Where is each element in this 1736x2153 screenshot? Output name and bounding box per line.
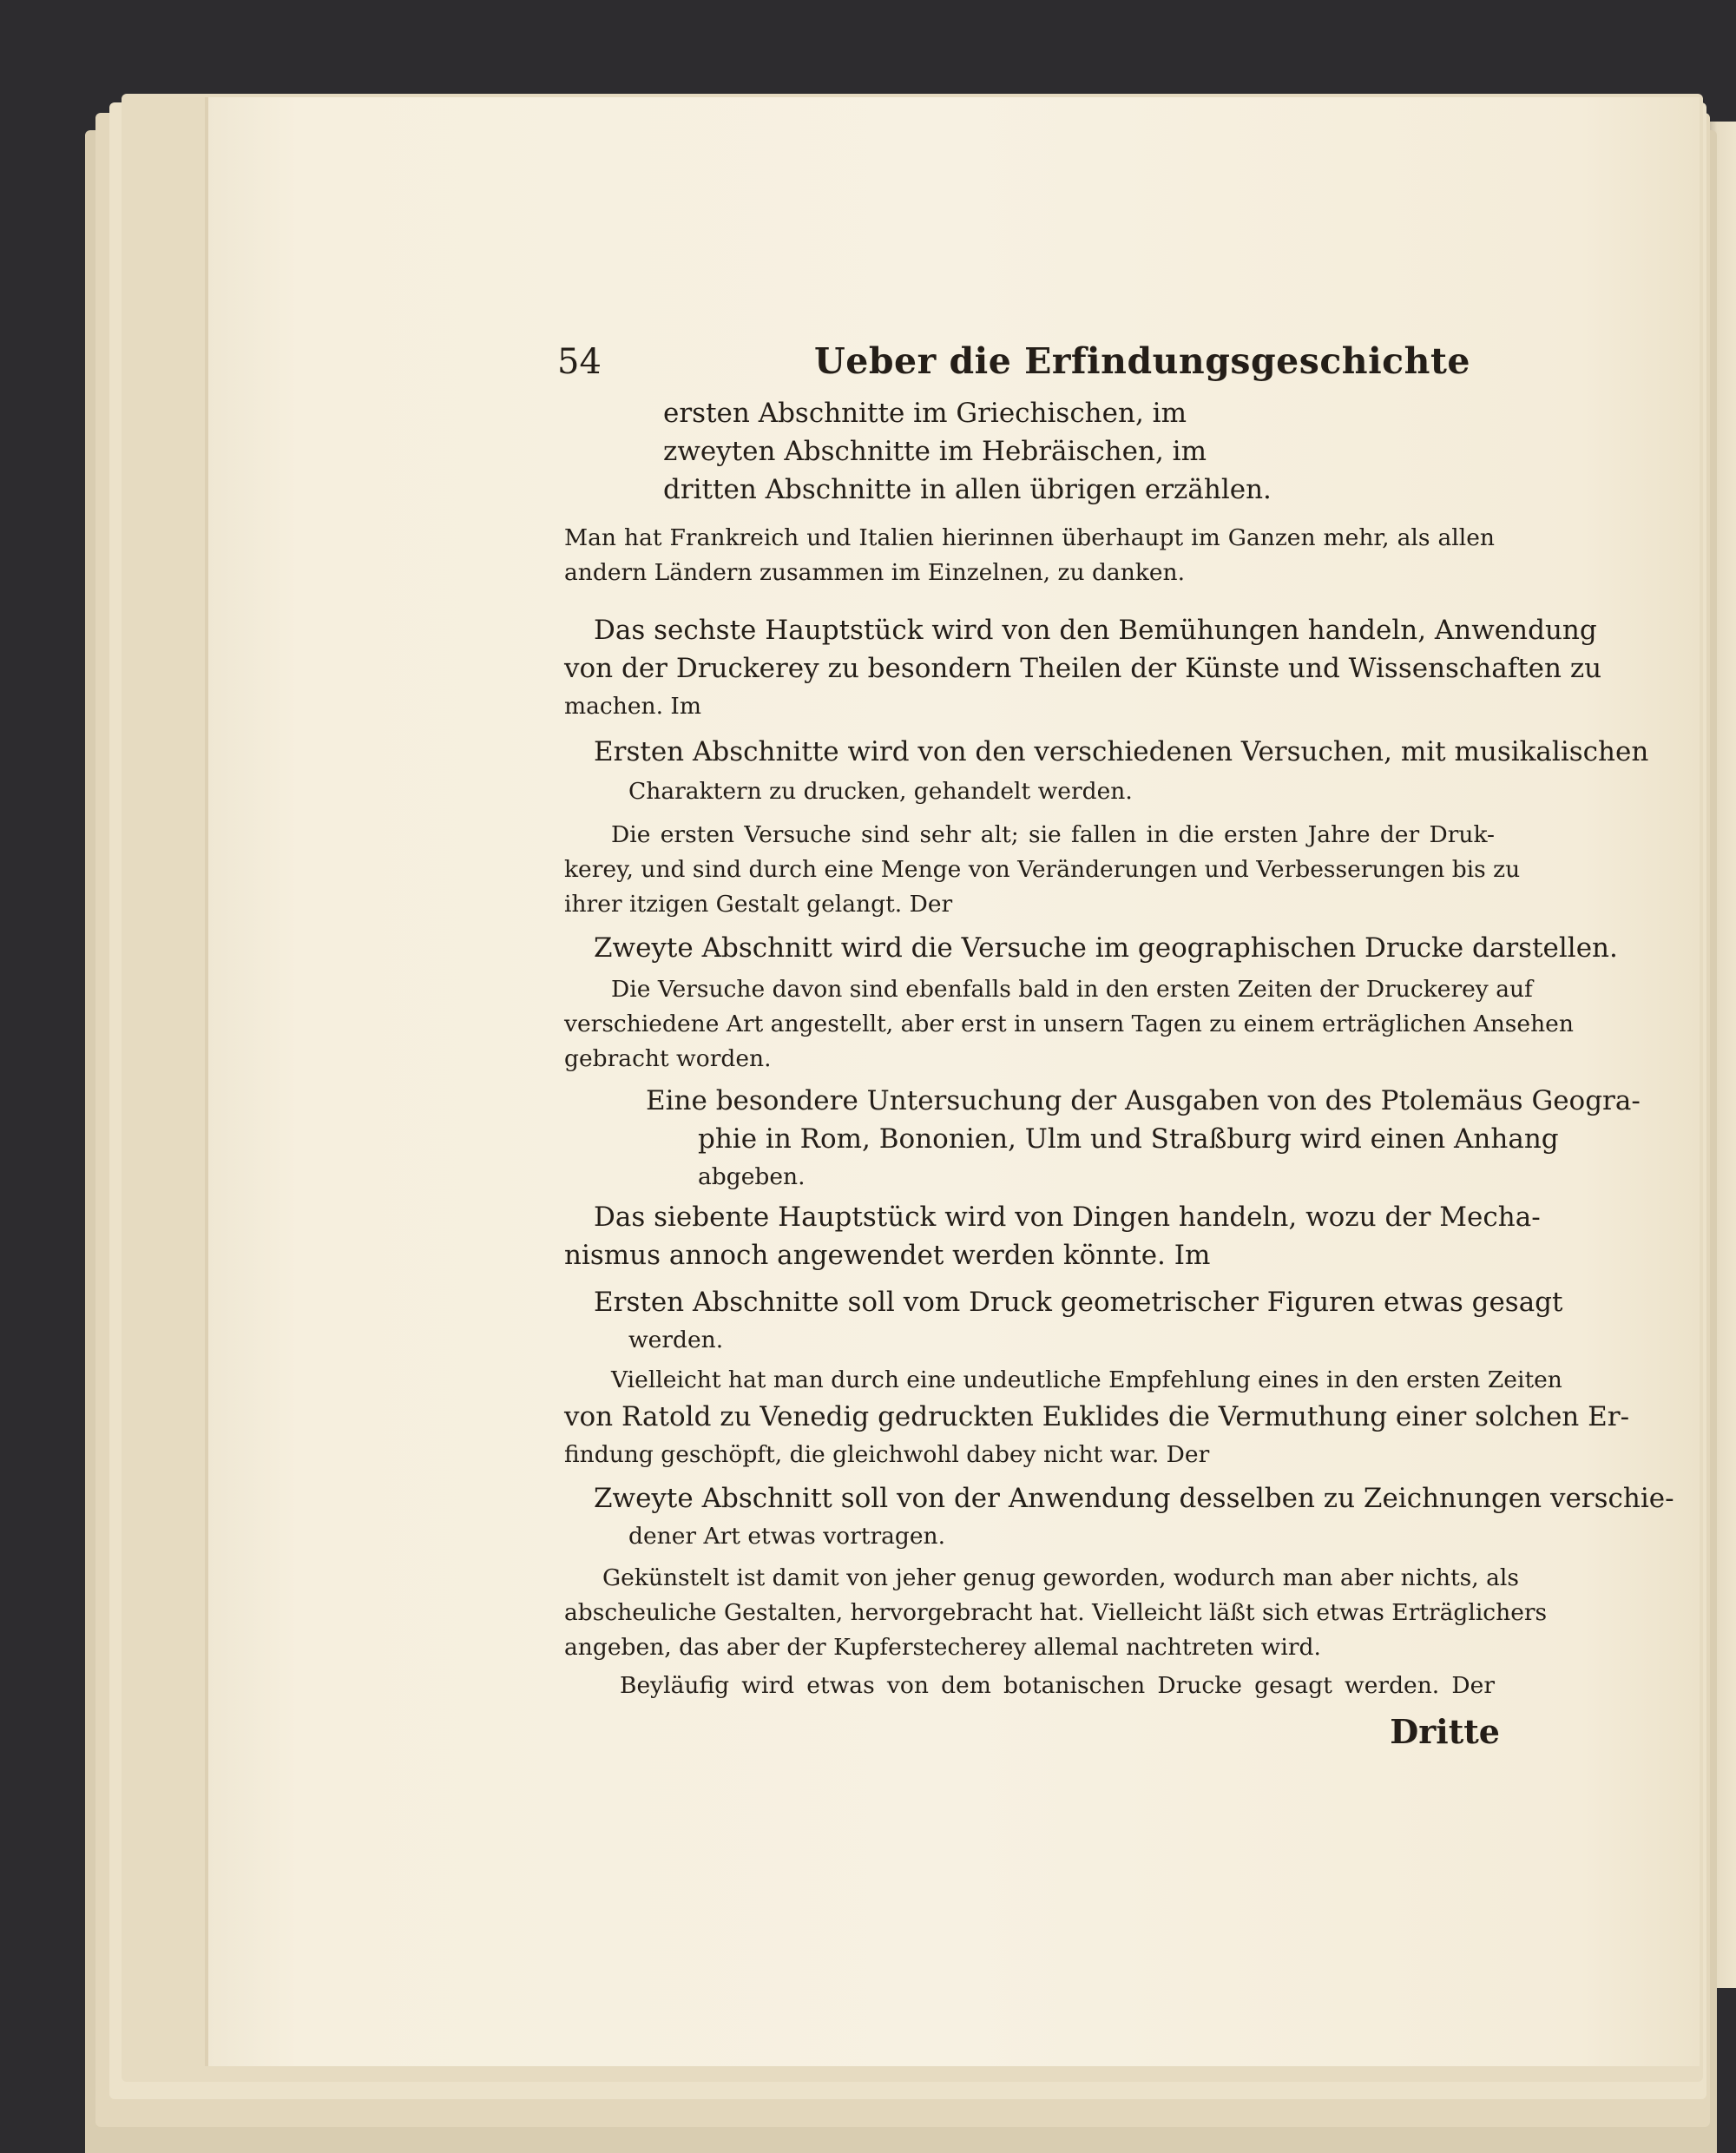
text-line: machen. Im xyxy=(564,693,702,720)
text-line: Gekünstelt ist damit von jeher genug geworden, wodurch man aber nichts, als xyxy=(602,1564,1519,1591)
running-title: Ueber die Erfindungsgeschichte xyxy=(814,340,1470,382)
text-line: andern Ländern zusammen im Einzelnen, zu danken. xyxy=(564,559,1186,586)
text-line: Charaktern zu drucken, gehandelt werden. xyxy=(628,778,1133,805)
page-header xyxy=(557,337,1500,391)
text-line: ersten Abschnitte im Griechischen, im xyxy=(663,398,1187,429)
text-line: Man hat Frankreich und Italien hierinnen überhaupt im Ganzen mehr, als allen xyxy=(564,524,1495,551)
text-line: Die ersten Versuche sind sehr alt; sie fallen in die ersten Jahre der Druk- xyxy=(611,821,1495,848)
text-line: Das sechste Hauptstück wird von den Bemühungen handeln, Anwendung xyxy=(594,615,1597,646)
text-line: abgeben. xyxy=(698,1163,806,1190)
text-line: Die Versuche davon sind ebenfalls bald in den ersten Zeiten der Druckerey auf xyxy=(611,976,1533,1003)
text-line: zweyten Abschnitte im Hebräischen, im xyxy=(663,436,1207,467)
text-line: Eine besondere Untersuchung der Ausgaben von des Ptolemäus Geogra- xyxy=(646,1085,1641,1116)
text-line: Ersten Abschnitte soll vom Druck geometrischer Figuren etwas gesagt xyxy=(594,1287,1563,1318)
text-line: Ersten Abschnitte wird von den verschiedenen Versuchen, mit musikalischen xyxy=(594,736,1649,767)
text-line: phie in Rom, Bononien, Ulm und Straßburg wird einen Anhang xyxy=(698,1123,1559,1155)
text-line: angeben, das aber der Kupferstecherey allemal nachtreten wird. xyxy=(564,1634,1321,1661)
text-line: gebracht worden. xyxy=(564,1045,772,1072)
text-line: dritten Abschnitte in allen übrigen erzählen. xyxy=(663,474,1272,505)
book-page xyxy=(208,97,1700,2066)
text-line: von Ratold zu Venedig gedruckten Euklides die Vermuthung einer solchen Er- xyxy=(564,1401,1630,1432)
page-number: 54 xyxy=(557,342,602,382)
text-line: ihrer itzigen Gestalt gelangt. Der xyxy=(564,891,953,918)
text-line: findung geschöpft, die gleichwohl dabey nicht war. Der xyxy=(564,1441,1210,1468)
catchword: Dritte xyxy=(1390,1712,1500,1751)
text-line: Zweyte Abschnitt wird die Versuche im geographischen Drucke darstellen. xyxy=(594,932,1618,964)
text-line: von der Druckerey zu besondern Theilen der Künste und Wissenschaften zu xyxy=(564,653,1602,684)
text-line: Das siebente Hauptstück wird von Dingen handeln, wozu der Mecha- xyxy=(594,1202,1541,1233)
text-line: Vielleicht hat man durch eine undeutliche Empfehlung eines in den ersten Zeiten xyxy=(611,1366,1562,1393)
text-line: abscheuliche Gestalten, hervorgebracht hat. Vielleicht läßt sich etwas Erträglichers xyxy=(564,1599,1548,1626)
text-line: Beyläufig wird etwas von dem botanischen Drucke gesagt werden. Der xyxy=(620,1672,1495,1699)
text-line: kerey, und sind durch eine Menge von Veränderungen und Verbesserungen bis zu xyxy=(564,856,1521,883)
text-line: dener Art etwas vortragen. xyxy=(628,1523,946,1550)
text-line: nismus annoch angewendet werden könnte. Im xyxy=(564,1240,1211,1271)
text-line: Zweyte Abschnitt soll von der Anwendung desselben zu Zeichnungen verschie- xyxy=(594,1483,1674,1514)
text-line: verschiedene Art angestellt, aber erst in unsern Tagen zu einem erträglichen Ansehen xyxy=(564,1011,1574,1037)
text-line: werden. xyxy=(628,1327,724,1353)
